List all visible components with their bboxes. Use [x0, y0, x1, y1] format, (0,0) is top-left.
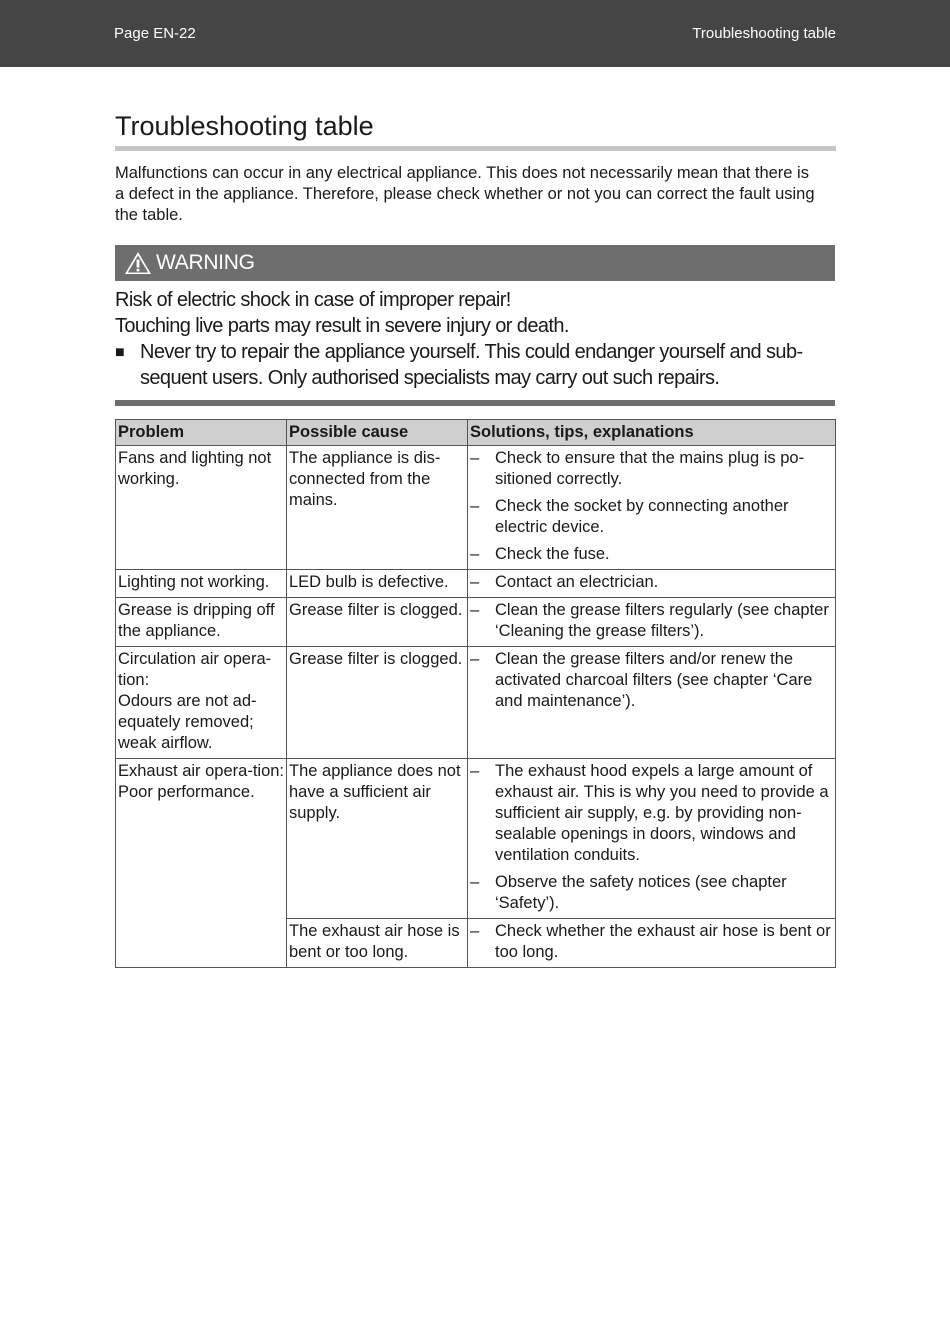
solutions-cell — [468, 570, 836, 598]
solution-item: – Check whether the exhaust air hose is bent or too long. — [470, 922, 831, 961]
problem-cell: Circulation air opera-tion: Odours are not ad-equately removed; weak airflow. — [116, 647, 287, 759]
solution-item: – Observe the safety notices (see chapter ‘Safety’). — [470, 873, 787, 912]
troubleshooting-table — [115, 419, 836, 968]
solutions-cell — [468, 919, 836, 968]
solution-item: – Clean the grease filters and/or renew the activated charcoal filters (see chapter ‘Care and maintenance’). — [470, 650, 813, 710]
bullet-square-icon: ■ — [115, 344, 125, 361]
cause-cell: LED bulb is defective. — [287, 570, 468, 598]
intro-paragraph: Malfunctions can occur in any electrical appliance. This does not necessarily mean that there is a defect in the appliance. Therefore, please check whether or not you can correct the fault using the table. — [115, 164, 815, 224]
problem-cell: Fans and lighting not working. — [116, 446, 287, 570]
problem-cell: Lighting not working. — [116, 570, 287, 598]
warning-triangle-icon — [124, 251, 152, 275]
solution-item: – Check the fuse. — [470, 545, 610, 563]
solution-item: – Contact an electrician. — [470, 573, 659, 591]
solutions-cell — [468, 598, 836, 647]
warning-bullet — [115, 339, 835, 391]
header-solutions: Solutions, tips, explanations — [468, 420, 836, 446]
solutions-cell — [468, 647, 836, 759]
problem-cell: Exhaust air opera-tion: Poor performance. — [116, 759, 287, 968]
solutions-cell — [468, 759, 836, 919]
warning-divider — [115, 400, 835, 406]
page-header — [0, 0, 950, 67]
page-content — [115, 108, 835, 968]
solution-item: – Check to ensure that the mains plug is po-sitioned correctly. — [470, 449, 805, 488]
solution-item: – Check the socket by connecting another electric device. — [470, 497, 789, 536]
table-row — [116, 570, 836, 598]
problem-cell: Grease is dripping off the appliance. — [116, 598, 287, 647]
warning-line-1: Risk of electric shock in case of improper repair! — [115, 289, 511, 311]
warning-text — [115, 287, 835, 391]
cause-cell: Grease filter is clogged. — [287, 598, 468, 647]
cause-cell: The exhaust air hose is bent or too long. — [287, 919, 468, 968]
header-section-title: Troubleshooting table — [692, 25, 836, 42]
page-number: Page EN-22 — [114, 25, 196, 42]
warning-box — [115, 245, 835, 406]
solution-item: – Clean the grease filters regularly (see chapter ‘Cleaning the grease filters’). — [470, 601, 829, 640]
table-row — [116, 759, 836, 919]
table-row — [116, 598, 836, 647]
warning-banner — [115, 245, 835, 281]
warning-line-2: Touching live parts may result in severe injury or death. — [115, 315, 569, 337]
warning-label: WARNING — [156, 251, 255, 274]
solutions-cell — [468, 446, 836, 570]
cause-cell: The appliance does not have a sufficient air supply. — [287, 759, 468, 919]
cause-cell: The appliance is dis-connected from the mains. — [287, 446, 468, 570]
solution-item: – The exhaust hood expels a large amount of exhaust air. This is why you need to provide a sufficient air supply, e.g. by providing non-sealable openings in doors, windows and ventilation conduits. — [470, 762, 829, 864]
title-divider — [115, 146, 836, 151]
page-title: Troubleshooting table — [115, 111, 374, 141]
header-problem: Problem — [116, 420, 287, 446]
table-row — [116, 647, 836, 759]
table-header-row — [116, 420, 836, 446]
header-possible-cause: Possible cause — [287, 420, 468, 446]
cause-cell: Grease filter is clogged. — [287, 647, 468, 759]
warning-bullet-text: Never try to repair the appliance yourself. This could endanger yourself and sub-sequent users. Only authorised specialists may carry out such repairs. — [140, 341, 803, 389]
table-row — [116, 446, 836, 570]
